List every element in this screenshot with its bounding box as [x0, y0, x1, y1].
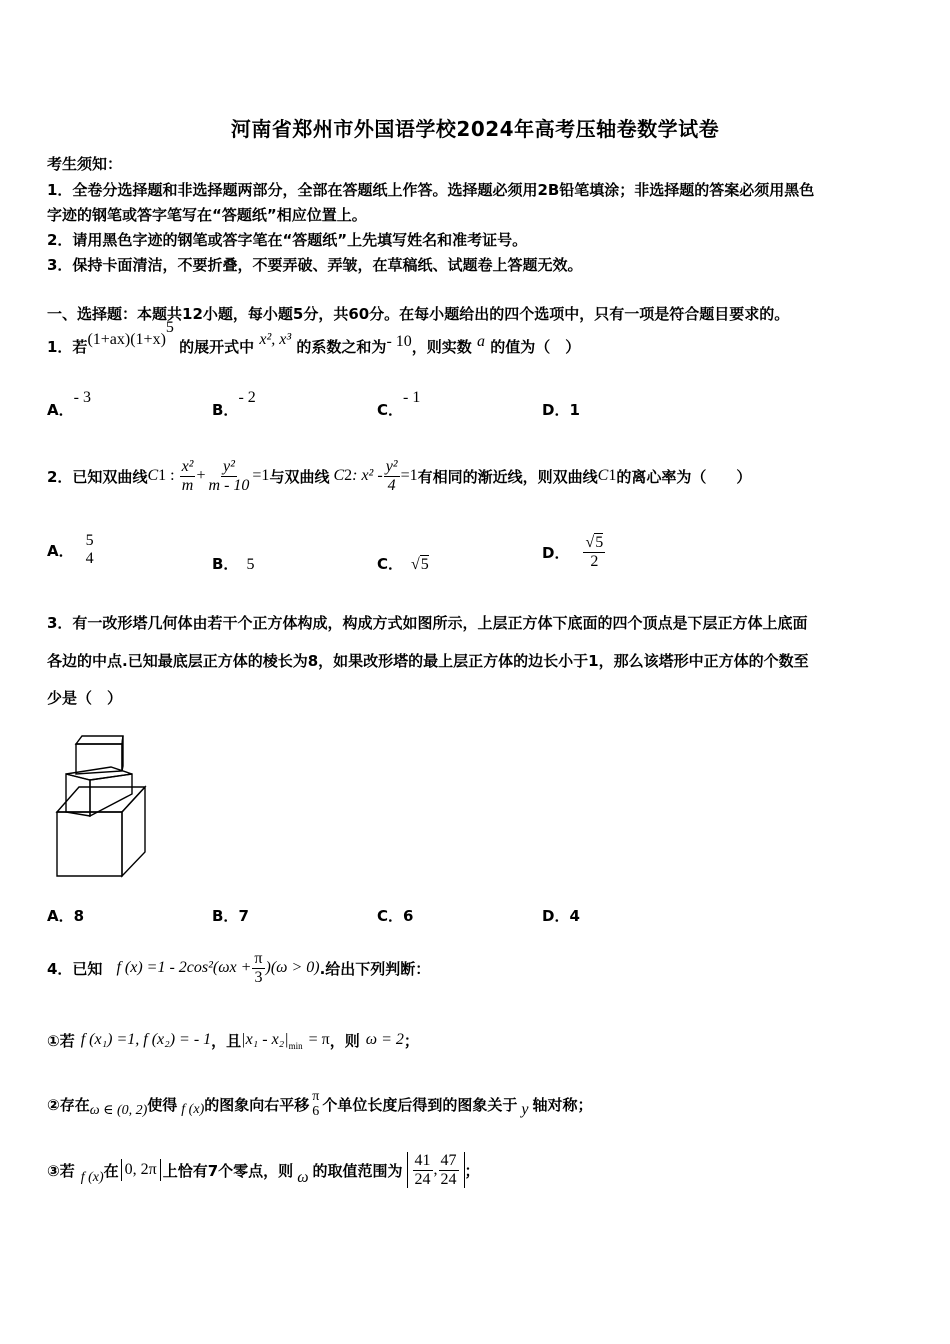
q4-statement-1: ①若 f (x₁) =1, f (x₂) = - 1 ，且 |x₁ - x₂| $_{min}$ = π ，则 ω = 2 ； [47, 1031, 419, 1051]
q2-frac-2: $\frac{\text{y²}}{m - 10}$ [208, 457, 250, 494]
q1-exp: 5 [165, 319, 174, 336]
q4-prefix: 4．已知 [47, 959, 103, 978]
question-2: 2．已知双曲线 C 1 : $\frac{\text{x²}}{m}$ + $\frac{\text{y²}}{m - 10}$ =1 与双曲线 C 2 : x² - $\frac{\text{y²}}{4}$ =1 有相同的渐近线，则双曲线 C 1 的离心率为（ ） [47, 457, 752, 494]
q4-interval: 0, 2π [121, 1159, 161, 1181]
q2-frac-1: $\frac{\text{x²}}{m}$ [181, 457, 194, 494]
q1-prefix: 1．若 [47, 338, 88, 356]
q1-option-a[interactable]: A．- 3 [47, 389, 91, 419]
q1-option-b[interactable]: B．- 2 [212, 389, 256, 419]
q3-option-b[interactable]: B．7 [212, 907, 249, 925]
q3-option-a[interactable]: A．8 [47, 907, 85, 925]
q1-suffix: 的值为（ ） [490, 338, 581, 356]
q3-option-c[interactable]: C．6 [377, 907, 414, 925]
q2-mid3: 的离心率为（ ） [616, 467, 752, 486]
q2-prefix: 2．已知双曲线 [47, 467, 148, 486]
q2-mid1: 与双曲线 [269, 467, 330, 486]
q4-func: f (x) =1 - 2cos²(ωx + [116, 959, 252, 976]
q1-value: - 10 [386, 333, 412, 350]
q4-statement-2: ②存在 ω ∈ (0, 2) 使得 f (x) 的图象向右平移 π 6 个单位长度后得到的图象关于 y 轴对称； [47, 1088, 593, 1119]
q2-option-b[interactable]: B． 5 [212, 555, 255, 573]
q1-mid1: 的展开式中 [179, 338, 255, 356]
q2-eq2-x: : x² - [352, 467, 383, 484]
q2-mid2: 有相同的渐近线，则双曲线 [417, 467, 598, 486]
question-3-line-2: 各边的中点.已知最底层正方体的棱长为8，如果改形塔的最上层正方体的边长小于1，那么该塔形中正方体的个数至 [47, 652, 809, 670]
notice-item-2: 2．请用黑色字迹的钢笔或答字笔在“答题纸”上先填写姓名和准考证号。 [47, 231, 528, 249]
q3-option-d[interactable]: D．4 [542, 907, 580, 925]
question-1 [47, 319, 581, 357]
q2-c1-ref: C [597, 467, 609, 484]
q1-var: a [477, 333, 486, 350]
q4-statement-3: ③若 f (x) 在 0, 2π 上恰有7个零点，则 ω 的取值范围为 $\frac{41}{24}$ , $\frac{47}{24}$ ； [47, 1151, 480, 1188]
q4-suffix: .给出下列判断： [319, 959, 431, 978]
q1-option-c[interactable]: C．- 1 [377, 389, 421, 419]
tower-figure [50, 732, 150, 878]
q2-c1: C [147, 467, 159, 484]
q1-terms: x², x³ [259, 331, 292, 348]
page-title: 河南省郑州市外国语学校2024年高考压轴卷数学试卷 [230, 117, 720, 141]
q2-eq2-rhs: =1 [400, 467, 418, 484]
q2-option-d[interactable]: D． $\frac{√5}{2}$ [542, 533, 604, 570]
notice-item-1-cont: 字迹的钢笔或答字笔写在“答题纸”相应位置上。 [47, 206, 367, 224]
q2-c2: C [333, 467, 345, 484]
q2-frac-3: $\frac{\text{y²}}{4}$ [385, 457, 398, 494]
section-heading: 一、选择题：本题共12小题，每小题5分，共60分。在每小题给出的四个选项中，只有一项是符合题目要求的。 [47, 305, 790, 323]
q2-c2-sub: 2 [344, 467, 353, 484]
q4-cond: )(ω > 0) [265, 959, 320, 976]
notice-heading: 考生须知： [47, 155, 123, 173]
q4-range: $\frac{41}{24}$ , $\frac{47}{24}$ [407, 1152, 465, 1188]
q1-option-d[interactable]: D．1 [542, 401, 580, 419]
q4-frac: $\frac{\pi}{3}$ [254, 949, 263, 986]
q2-option-a[interactable]: A． 5 4 [47, 532, 94, 567]
q2-option-c[interactable]: C． √5 [377, 555, 429, 573]
q2-c1-sub: 1 [158, 467, 167, 484]
notice-item-3: 3．保持卡面清洁，不要折叠，不要弄破、弄皱，在草稿纸、试题卷上答题无效。 [47, 256, 583, 274]
q1-mid2: 的系数之和为 [296, 338, 387, 356]
notice-item-1: 1．全卷分选择题和非选择题两部分，全部在答题纸上作答。选择题必须用2B铅笔填涂；非选择题的答案必须用黑色 [47, 181, 815, 199]
q1-mid3: ，则实数 [411, 338, 472, 356]
question-4 [47, 940, 430, 996]
q2-eq1-rhs: =1 [252, 467, 270, 484]
question-3-line-3: 少是（ ） [47, 689, 123, 707]
question-3-line-1: 3．有一改形塔几何体由若干个正方体构成，构成方式如图所示，上层正方体下底面的四个顶点是下层正方体上底面 [47, 614, 808, 632]
q1-expr: (1+ax)(1+x) [87, 331, 166, 348]
